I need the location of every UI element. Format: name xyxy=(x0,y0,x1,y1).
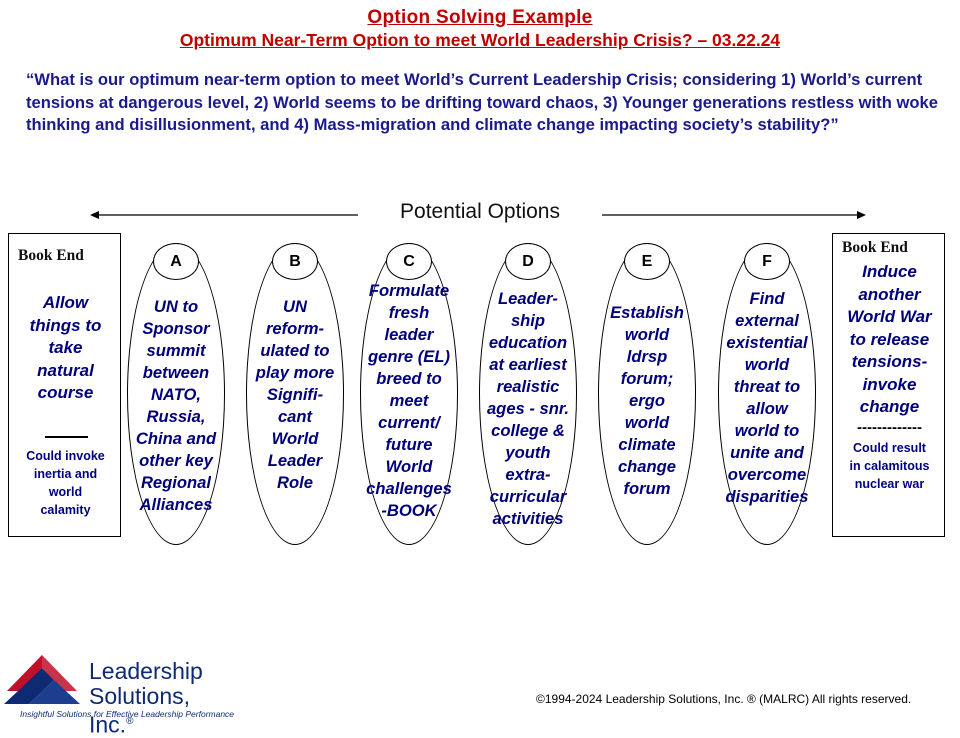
bookend-left xyxy=(8,233,121,537)
bookend-left-sub: Could invoke inertia and world calamity xyxy=(26,449,105,517)
company-logo xyxy=(0,649,235,738)
option-a-ellipse xyxy=(127,243,225,545)
logo-mark-icon xyxy=(2,652,82,710)
option-f-ellipse xyxy=(718,243,816,545)
logo-name: Leadership Solutions, Inc.® xyxy=(89,658,203,738)
bookend-left-separator xyxy=(45,436,88,438)
potential-options-label: Potential Options xyxy=(400,200,560,223)
bookend-right xyxy=(832,233,945,537)
option-c-ellipse xyxy=(360,243,458,545)
option-a-letter-badge: A xyxy=(153,243,199,280)
option-c-letter-badge: C xyxy=(386,243,432,280)
option-b-letter-badge: B xyxy=(272,243,318,280)
option-f-text: Find external existential world threat to allow world to unite and overcome disparities xyxy=(725,289,809,506)
page-title: Option Solving Example xyxy=(367,7,593,28)
logo-tagline: Insightful Solutions for Effective Leadership Performance xyxy=(20,709,235,719)
option-f-letter-badge: F xyxy=(744,243,790,280)
option-d-text: Leader- ship education at earliest realistic ages - snr. college & youth extra- curricular activities xyxy=(486,289,570,528)
page-subtitle: Optimum Near-Term Option to meet World Leadership Crisis? – 03.22.24 xyxy=(179,30,781,50)
option-a-text: UN to Sponsor summit between NATO, Russia, China and other key Regional Alliances xyxy=(135,297,217,514)
option-c-text: Formulate fresh leader genre (EL) breed to meet current/ future World challenges -BOOK xyxy=(366,281,452,520)
option-e-letter-badge: E xyxy=(624,243,670,280)
option-e-ellipse xyxy=(598,243,696,545)
option-d-ellipse xyxy=(479,243,577,545)
bookend-right-title: Book End xyxy=(842,239,908,256)
bookend-left-main: Allow things to take natural course xyxy=(29,293,102,402)
copyright-notice: ©1994-2024 Leadership Solutions, Inc. ® (MALRC) All rights reserved. xyxy=(536,692,912,706)
bookend-right-sub: Could result in calamitous nuclear war xyxy=(849,441,930,491)
option-e-text: Establish world ldrsp forum; ergo world climate change forum xyxy=(610,303,684,498)
bookend-right-main: Induce another World War to release tensions- invoke change xyxy=(847,262,932,416)
bookend-right-dashes: ------------- xyxy=(857,419,922,436)
bookend-left-title: Book End xyxy=(18,247,84,264)
option-b-text: UN reform- ulated to play more Signifi- cant World Leader Role xyxy=(255,297,335,492)
option-b-ellipse xyxy=(246,243,344,545)
question-text: “What is our optimum near-term option to meet World’s Current Leadership Crisis; considering 1) World’s current tensions at dangerous level, 2) World seems to be drifting toward chaos, 3) Younger generations restless with woke thinking and disillusionment, and 4) Mass-migration and climate change impacting society’s stability?” xyxy=(26,70,938,134)
potential-options-header xyxy=(0,200,960,228)
option-d-letter-badge: D xyxy=(505,243,551,280)
